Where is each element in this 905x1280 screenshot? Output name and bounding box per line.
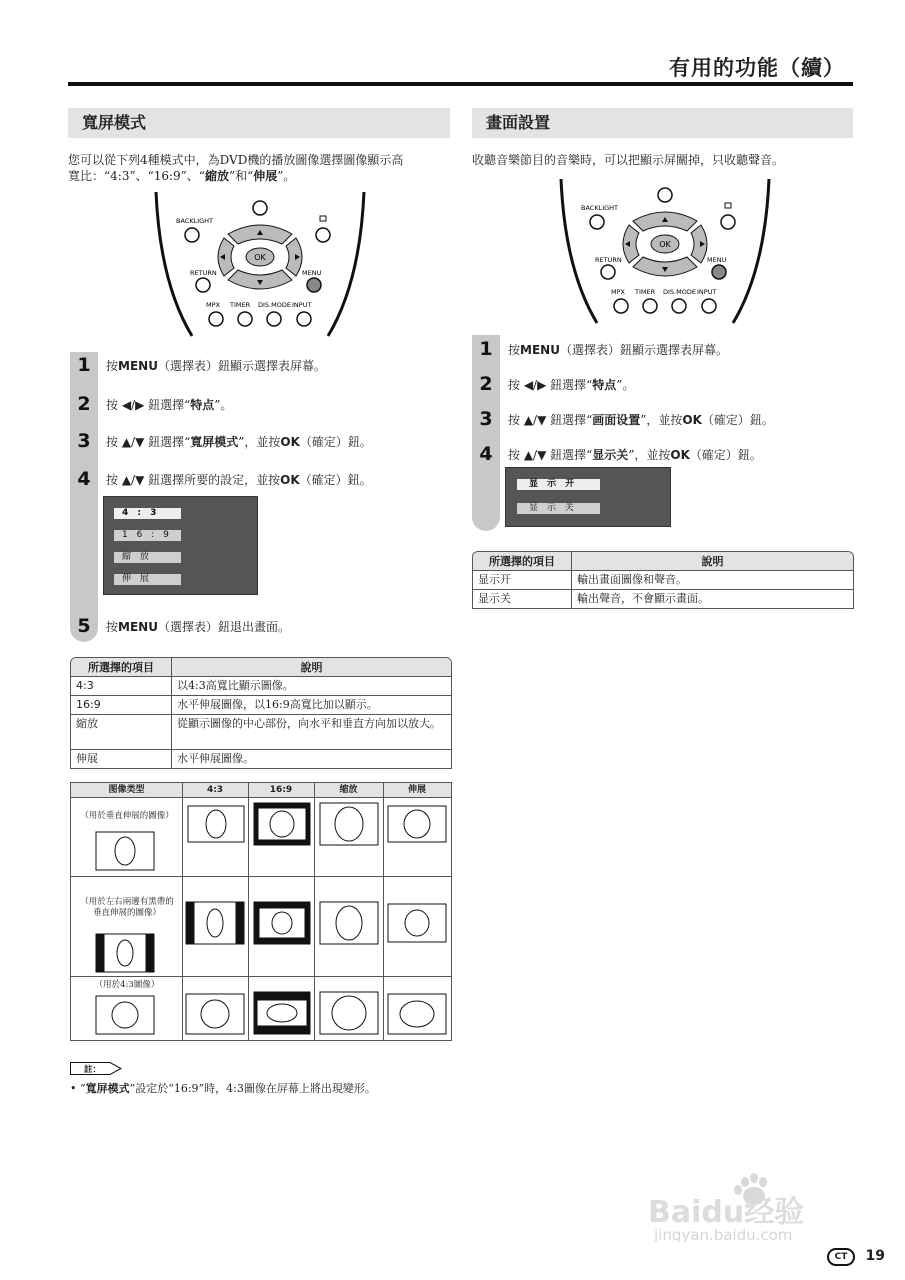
- table-row: 伸展 水平伸展圖像。: [71, 750, 451, 768]
- language-badge: CT: [827, 1248, 855, 1266]
- grid-caption: （用於垂直伸展的圖像）: [80, 811, 174, 821]
- page-number: 19: [865, 1248, 885, 1264]
- svg-text:TIMER: TIMER: [635, 288, 656, 296]
- header-rule: [68, 82, 853, 86]
- section-title-picture-setting: 畫面設置: [472, 108, 853, 138]
- osd-item: 伸 展: [114, 574, 181, 585]
- table-row: 显示开 輸出畫面圖像和聲音。: [473, 571, 853, 590]
- svg-text:TIMER: TIMER: [230, 301, 251, 309]
- svg-text:OK: OK: [254, 253, 266, 262]
- svg-text:RETURN: RETURN: [595, 256, 622, 264]
- left-step-4: 4 按 ▲/▼ 鈕選擇所要的設定，並按OK（確定）鈕。: [77, 468, 372, 490]
- left-step-5: 5 按MENU（選擇表）鈕退出畫面。: [77, 615, 290, 637]
- osd-item: 显 示 开: [517, 479, 600, 490]
- svg-text:RETURN: RETURN: [190, 269, 217, 277]
- grid-caption: （用於4:3圖像）: [94, 980, 160, 990]
- note-tag: [70, 1062, 122, 1075]
- right-step-2: 2 按 ◀/▶ 鈕選擇“特点”。: [479, 373, 635, 395]
- svg-text:MPX: MPX: [206, 301, 220, 309]
- table-row: 16:9 水平伸展圖像，以16:9高寬比加以顯示。: [71, 696, 451, 715]
- intro-line-2: 寬比：“4:3”、“16:9”、“縮放”和“伸展”。: [68, 169, 296, 183]
- steps-bar-right: [472, 335, 500, 531]
- watermark-url: jingyan.baidu.com: [654, 1226, 793, 1242]
- display-table: 所選擇的項目 說明 显示开 輸出畫面圖像和聲音。 显示关 輸出聲音，不會顯示畫面。: [472, 551, 854, 609]
- svg-text:MPX: MPX: [611, 288, 625, 296]
- osd-menu-widescreen: [103, 496, 258, 595]
- aspect-illustrations: [71, 798, 451, 1040]
- baidu-watermark: [640, 1162, 850, 1242]
- label-backlight: BACKLIGHT: [176, 217, 214, 225]
- table-row: 显示关 輸出聲音，不會顯示畫面。: [473, 590, 853, 608]
- svg-text:DIS.MODE: DIS.MODE: [258, 301, 291, 309]
- aspect-grid: 图像类型 4:3 16:9 缩放 伸展 （用於垂直伸展的圖像） （用於左右兩邊有黑帶的垂直伸展的圖像） （用於4:3圖像）: [70, 782, 452, 1041]
- osd-item: 显 示 关: [517, 503, 600, 514]
- watermark-brand: Baidu经验: [648, 1195, 805, 1230]
- svg-text:DIS.MODE: DIS.MODE: [663, 288, 696, 296]
- svg-text:INPUT: INPUT: [697, 288, 717, 296]
- osd-item: 4 : 3: [114, 508, 181, 519]
- page-title: 有用的功能（續）: [669, 56, 845, 80]
- widescreen-table: 所選擇的項目 說明 4:3 以4:3高寬比顯示圖像。 16:9 水平伸展圖像，以16:9高寬比加以顯示。 縮放 從顯示圖像的中心部份，向水平和垂直方向加以放大。 伸展 水平伸展圖像。: [70, 657, 452, 769]
- table-row: 縮放 從顯示圖像的中心部份，向水平和垂直方向加以放大。: [71, 715, 451, 750]
- grid-caption: （用於左右兩邊有黑帶的垂直伸展的圖像）: [80, 897, 174, 918]
- table-row: 4:3 以4:3高寬比顯示圖像。: [71, 677, 451, 696]
- right-step-1: 1 按MENU（選擇表）鈕顯示選擇表屏幕。: [479, 338, 728, 360]
- left-step-1: 1 按MENU（選擇表）鈕顯示選擇表屏幕。: [77, 354, 326, 376]
- widescreen-intro: [68, 152, 453, 184]
- right-step-4: 4 按 ▲/▼ 鈕選擇“显示关”，並按OK（確定）鈕。: [479, 443, 762, 465]
- osd-menu-display: [505, 467, 671, 527]
- picture-setting-intro: 收聽音樂節目的音樂時，可以把顯示屏關掉，只收聽聲音。: [472, 153, 785, 167]
- osd-item: 縮 放: [114, 552, 181, 563]
- svg-text:MENU: MENU: [707, 256, 727, 264]
- svg-text:BACKLIGHT: BACKLIGHT: [581, 204, 619, 212]
- svg-text:MENU: MENU: [302, 269, 322, 277]
- right-step-3: 3 按 ▲/▼ 鈕選擇“画面设置”，並按OK（確定）鈕。: [479, 408, 774, 430]
- intro-line-1: 您可以從下列4種模式中，為DVD機的播放圖像選擇圖像顯示高: [68, 153, 404, 167]
- svg-text:INPUT: INPUT: [292, 301, 312, 309]
- svg-text:OK: OK: [659, 240, 671, 249]
- osd-item: 1 6 : 9: [114, 530, 181, 541]
- note-text: • “寬屏模式”設定於“16:9”時，4:3圖像在屏幕上將出現變形。: [70, 1082, 376, 1095]
- left-step-2: 2 按 ◀/▶ 鈕選擇“特点”。: [77, 393, 233, 415]
- section-title-widescreen: 寬屏模式: [68, 108, 450, 138]
- remote-illustration: [150, 188, 370, 338]
- left-step-3: 3 按 ▲/▼ 鈕選擇“寬屏模式”，並按OK（確定）鈕。: [77, 430, 372, 452]
- svg-text:註：: 註：: [84, 1065, 102, 1075]
- remote-illustration: [555, 175, 775, 325]
